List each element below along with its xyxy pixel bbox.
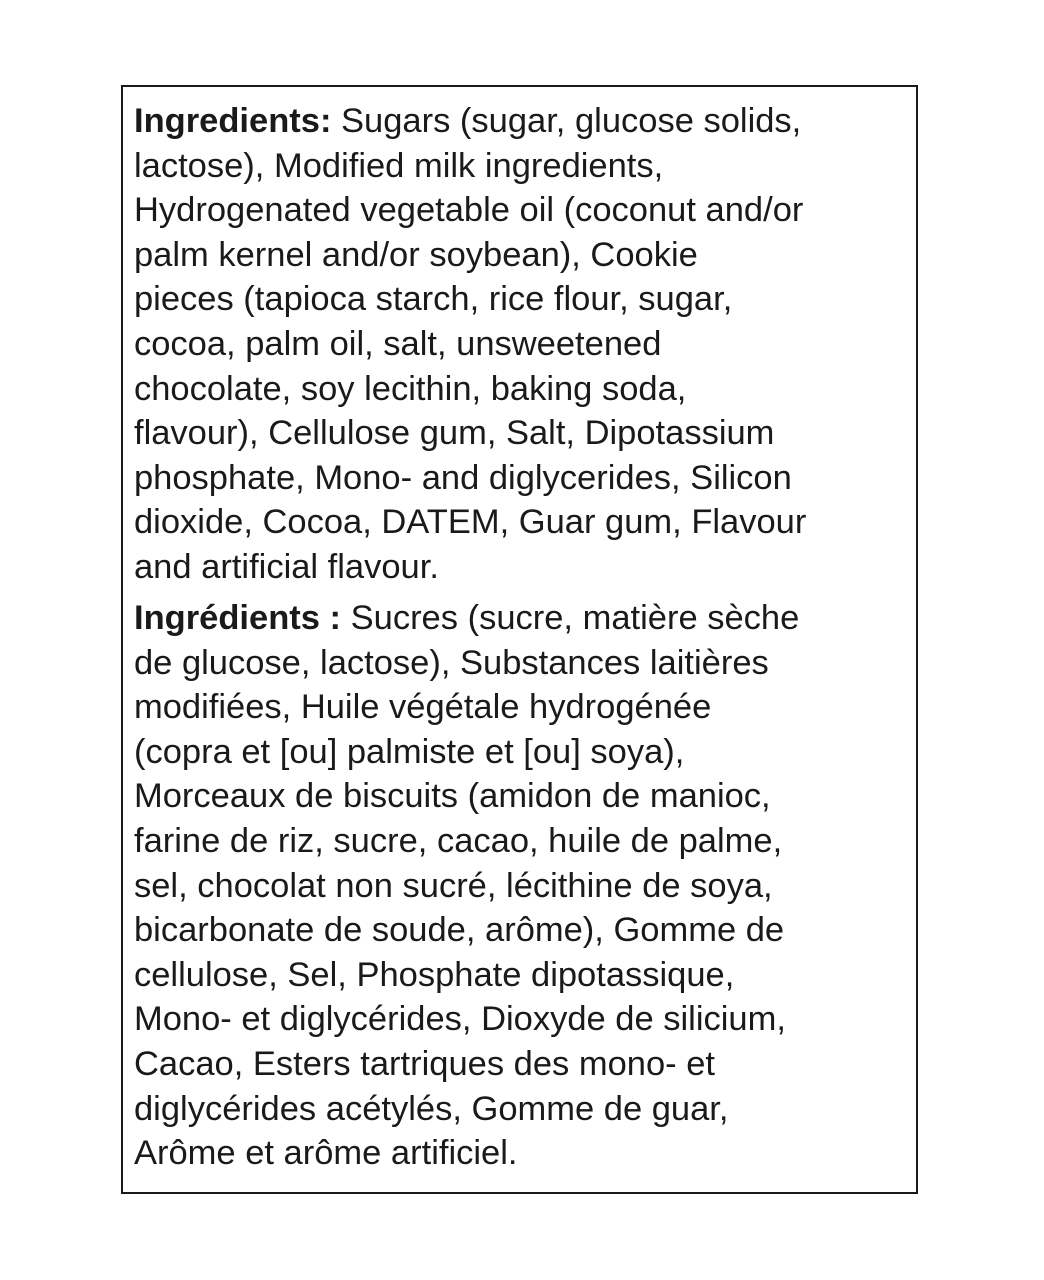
english-line: pieces (tapioca starch, rice flour, sugar,	[134, 280, 733, 319]
french-line: diglycérides acétylés, Gomme de guar,	[134, 1089, 729, 1128]
french-line-1-text: Sucres (sucre, matière sèche	[341, 599, 800, 637]
french-line: Cacao, Esters tartriques des mono- et	[134, 1044, 716, 1083]
ingredients-label	[121, 85, 918, 1194]
english-line: lactose), Modified milk ingredients,	[134, 146, 664, 185]
french-line: farine de riz, sucre, cacao, huile de palme,	[134, 821, 783, 860]
french-line: (copra et [ou] palmiste et [ou] soya),	[134, 732, 685, 771]
english-line: palm kernel and/or soybean), Cookie	[134, 235, 698, 274]
english-line: Hydrogenated vegetable oil (coconut and/or	[134, 191, 804, 230]
french-line: sel, chocolat non sucré, lécithine de soya,	[134, 866, 773, 905]
english-line-1	[134, 99, 924, 144]
english-line: chocolate, soy lecithin, baking soda,	[134, 369, 687, 408]
french-heading: Ingrédients :	[134, 599, 342, 637]
english-line-1-text: Sugars (sugar, glucose solids,	[331, 102, 802, 140]
french-ingredients	[134, 596, 924, 1176]
french-line: modifiées, Huile végétale hydrogénée	[134, 688, 712, 727]
french-line: cellulose, Sel, Phosphate dipotassique,	[134, 955, 735, 994]
french-line-1	[134, 596, 924, 641]
english-line: phosphate, Mono- and diglycerides, Silicon	[134, 458, 792, 497]
english-heading: Ingredients:	[134, 102, 332, 140]
french-line: Arôme et arôme artificiel.	[134, 1134, 518, 1173]
french-line: Morceaux de biscuits (amidon de manioc,	[134, 777, 771, 816]
english-line: cocoa, palm oil, salt, unsweetened	[134, 324, 662, 363]
english-line: dioxide, Cocoa, DATEM, Guar gum, Flavour	[134, 503, 807, 542]
english-line: and artificial flavour.	[134, 547, 439, 586]
english-ingredients	[134, 99, 924, 590]
french-line: Mono- et diglycérides, Dioxyde de silicium,	[134, 1000, 786, 1039]
french-line: bicarbonate de soude, arôme), Gomme de	[134, 911, 785, 950]
english-line: flavour), Cellulose gum, Salt, Dipotassium	[134, 414, 775, 453]
french-line: de glucose, lactose), Substances laitières	[134, 643, 769, 682]
